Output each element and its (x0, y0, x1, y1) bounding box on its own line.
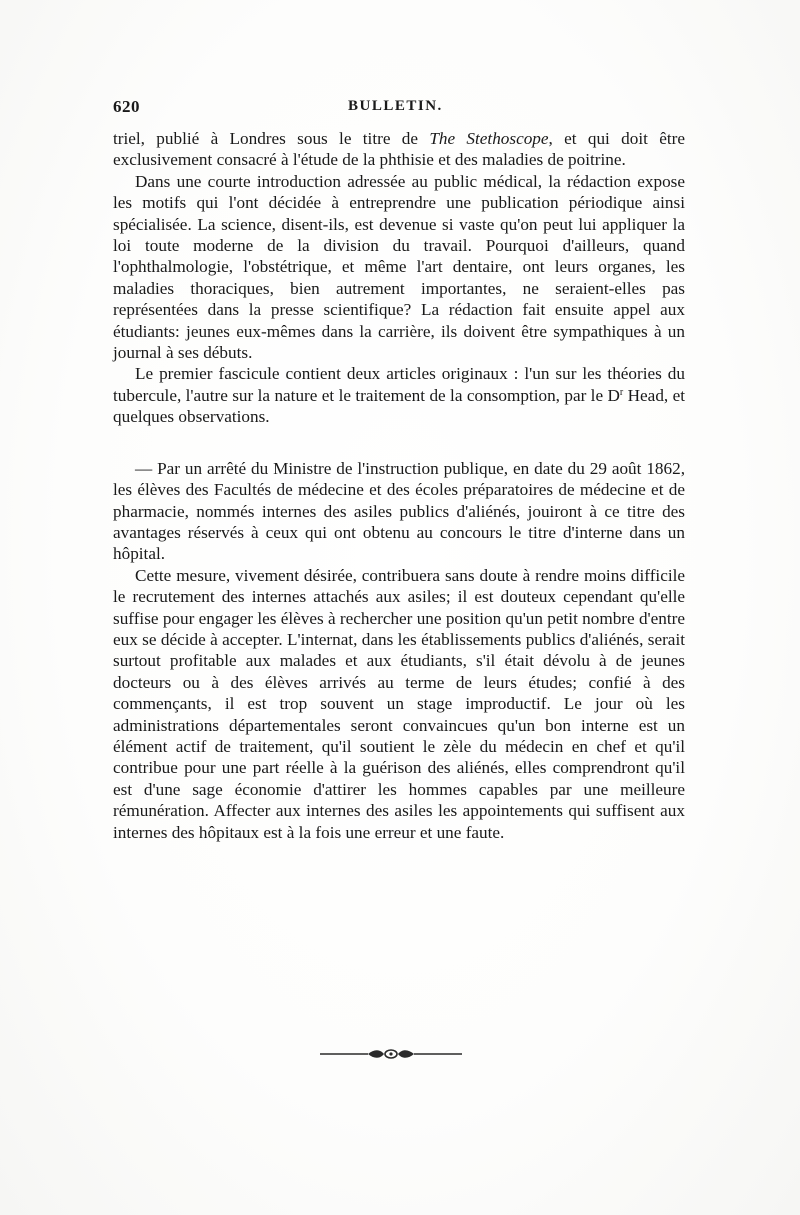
body-text (113, 128, 685, 843)
doctor-abbrev-sup: r (619, 386, 624, 398)
scroll-ornament-icon (320, 1046, 462, 1062)
paragraph-internship-commentary: Cette mesure, vivement désirée, contribuera sans doute à rendre moins difficile le recrutement des internes attachés aux asiles; il est douteux cependant qu'elle suffise pour engager les élèves à rechercher une position qu'un petit nombre d'entre eux se décide à accepter. L'internat, dans les établissements publics d'aliénés, serait surtout profitable aux malades et aux étudiants, s'il était dévolu à de jeunes docteurs ou à des élèves arrivés au terme de leurs études; confié à des commençants, il est trop souvent un stage improductif. Le jour où les administrations départementales seront convaincues qu'un bon interne est un élément actif de traitement, qu'il soutient le zèle du médecin en chef et qu'il contribue pour une part réelle à la guérison des aliénés, elles comprendront qu'il est d'une sage économie d'attirer les hommes capables par une meilleure rémunération. Affecter aux internes des asiles les appointements qui suffisent aux internes des hôpitaux est à la fois une erreur et une faute. (113, 565, 685, 842)
paragraph-1-after: , et qui doit être exclusivement consacré à l'étude de la phthisie et des maladies de poitrine. (113, 129, 685, 170)
paragraph-3-before: Le premier fascicule contient deux articles originaux : l'un sur les théories du tubercule, l'autre sur la nature et le traitement de la consomption, par le D (113, 364, 685, 405)
paragraph-1-before: triel, publié à Londres sous le titre de (113, 129, 430, 148)
journal-title: The Stethoscope (429, 129, 549, 148)
paragraph-stethoscope (113, 128, 685, 171)
paragraph-first-issue (113, 363, 685, 427)
paragraph-ministerial-decree: — Par un arrêté du Ministre de l'instruction publique, en date du 29 août 1862, les élèves des Facultés de médecine et des écoles préparatoires de médecine et de pharmacie, nommés internes des asiles publics d'aliénés, jouiront à ce titre des avantages réservés à ceux qui ont obtenu au concours le titre d'interne dans un hôpital. (113, 458, 685, 564)
section-gap (113, 428, 685, 458)
running-title: BULLETIN. (348, 98, 443, 114)
paragraph-introduction: Dans une courte introduction adressée au public médical, la rédaction expose les motifs qui l'ont décidée à entreprendre une publication périodique ainsi spécialisée. La science, disent-ils, est devenue si vaste qu'on peut lui appliquer la loi toute moderne de la division du travail. Pourquoi d'ailleurs, quand l'ophthalmologie, l'obstétrique, et même l'art dentaire, ont leurs organes, les maladies thoraciques, bien autrement importantes, ne seraient-elles pas représentées dans la presse scientifique? La rédaction fait ensuite appel aux étudiants: jeunes eux-mêmes dans la carrière, ils doivent être sympathiques à un journal à ses débuts. (113, 171, 685, 363)
paragraph-3-after: Head, et quelques observations. (113, 385, 686, 427)
page-header (113, 97, 685, 121)
page-number: 620 (113, 97, 140, 116)
